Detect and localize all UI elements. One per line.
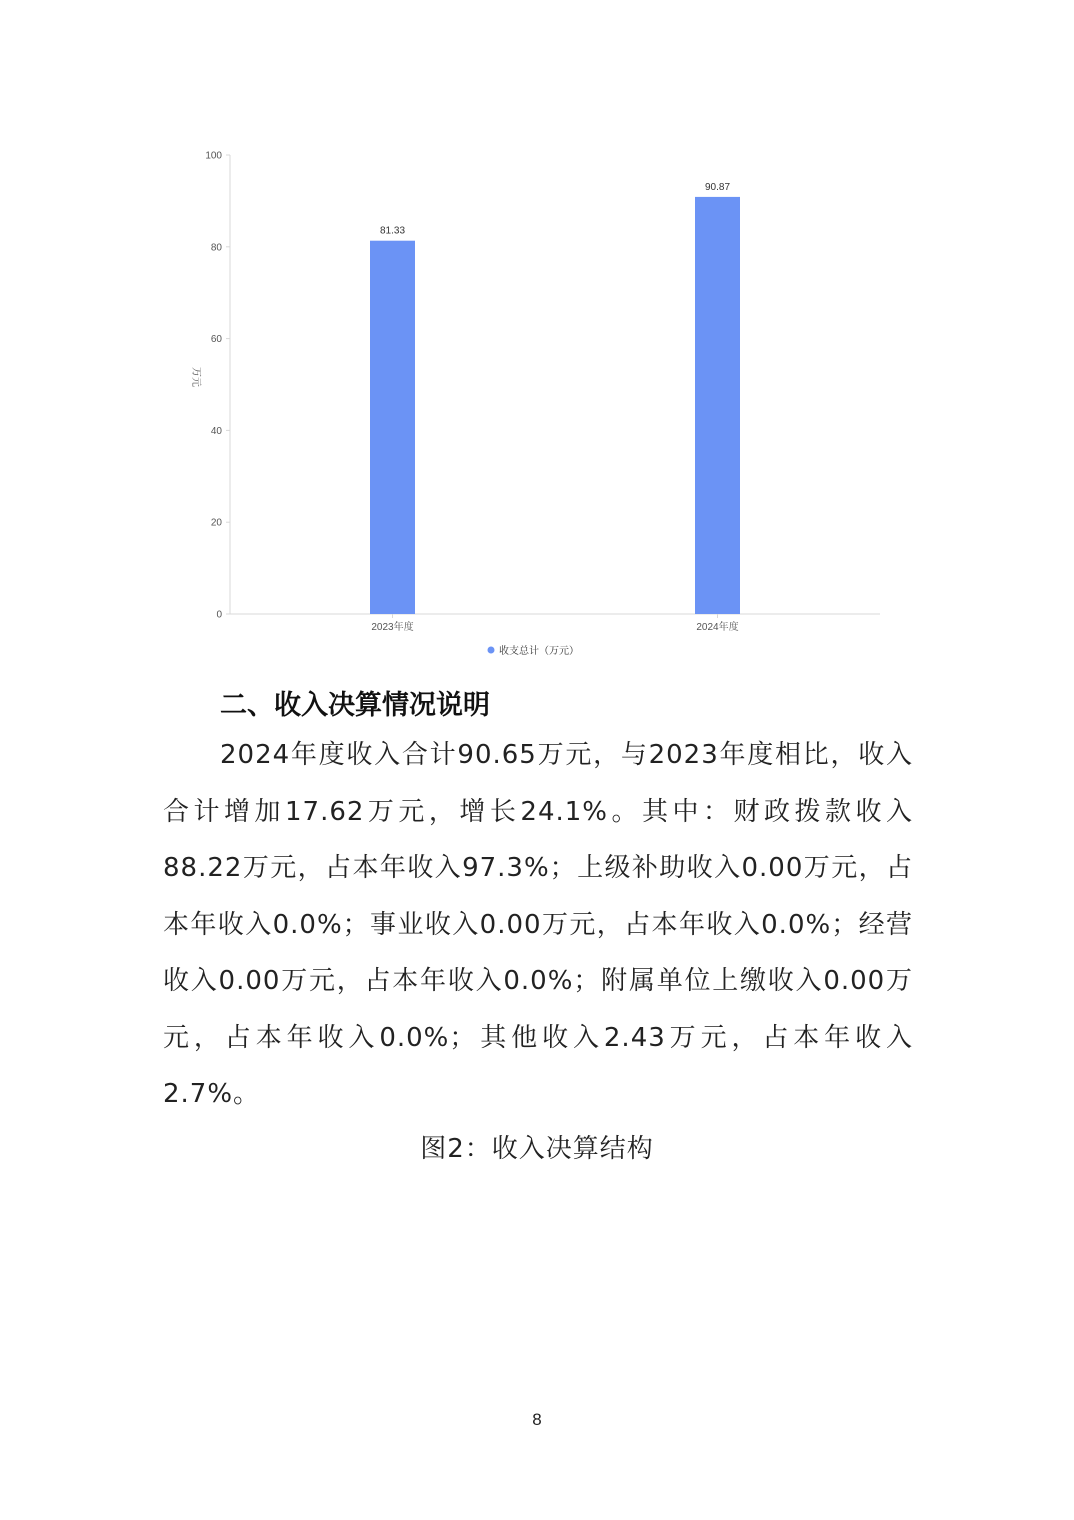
- y-tick-label: 40: [210, 425, 222, 437]
- income-description-paragraph: 2024年度收入合计90.65万元，与2023年度相比，收入合计增加17.62万元，增长24.1%。其中：财政拨款收入88.22万元，占本年收入97.3%；上级补助收入0.00万元，占本年收入0.0%；事业收入0.00万元，占本年收入0.0%；经营收入0.00万元，占本年收入0.0%；附属单位上缴收入0.00万元，占本年收入0.0%；其他收入2.43万元，占本年收入2.7%。: [163, 740, 913, 1109]
- x-tick-label: 2024年度: [696, 622, 739, 633]
- legend-label: 收支总计（万元）: [499, 646, 579, 657]
- legend: [488, 644, 580, 657]
- bar-value-label: 81.33: [379, 225, 406, 237]
- y-axis-label: 万元: [190, 367, 201, 387]
- y-tick-label: 80: [210, 242, 222, 254]
- x-tick-label: 2023年度: [371, 622, 414, 633]
- bar-series: [370, 197, 740, 614]
- y-tick-label: 100: [205, 150, 222, 162]
- legend-swatch: [488, 647, 495, 654]
- section-heading: 二、收入决算情况说明: [220, 690, 490, 721]
- bar-value-label: 90.87: [704, 181, 731, 193]
- data-labels: [380, 182, 730, 237]
- x-axis-ticks: [371, 614, 738, 633]
- figure-caption: 图2：收入决算结构: [420, 1134, 654, 1164]
- bar: [370, 241, 415, 614]
- y-tick-label: 60: [210, 334, 222, 346]
- income-expenditure-bar-chart: [0, 0, 1074, 670]
- page-number: 8: [532, 1410, 542, 1429]
- y-tick-label: 0: [216, 609, 222, 621]
- y-tick-label: 20: [210, 517, 222, 529]
- bar: [695, 197, 740, 614]
- y-axis-ticks: [205, 151, 230, 621]
